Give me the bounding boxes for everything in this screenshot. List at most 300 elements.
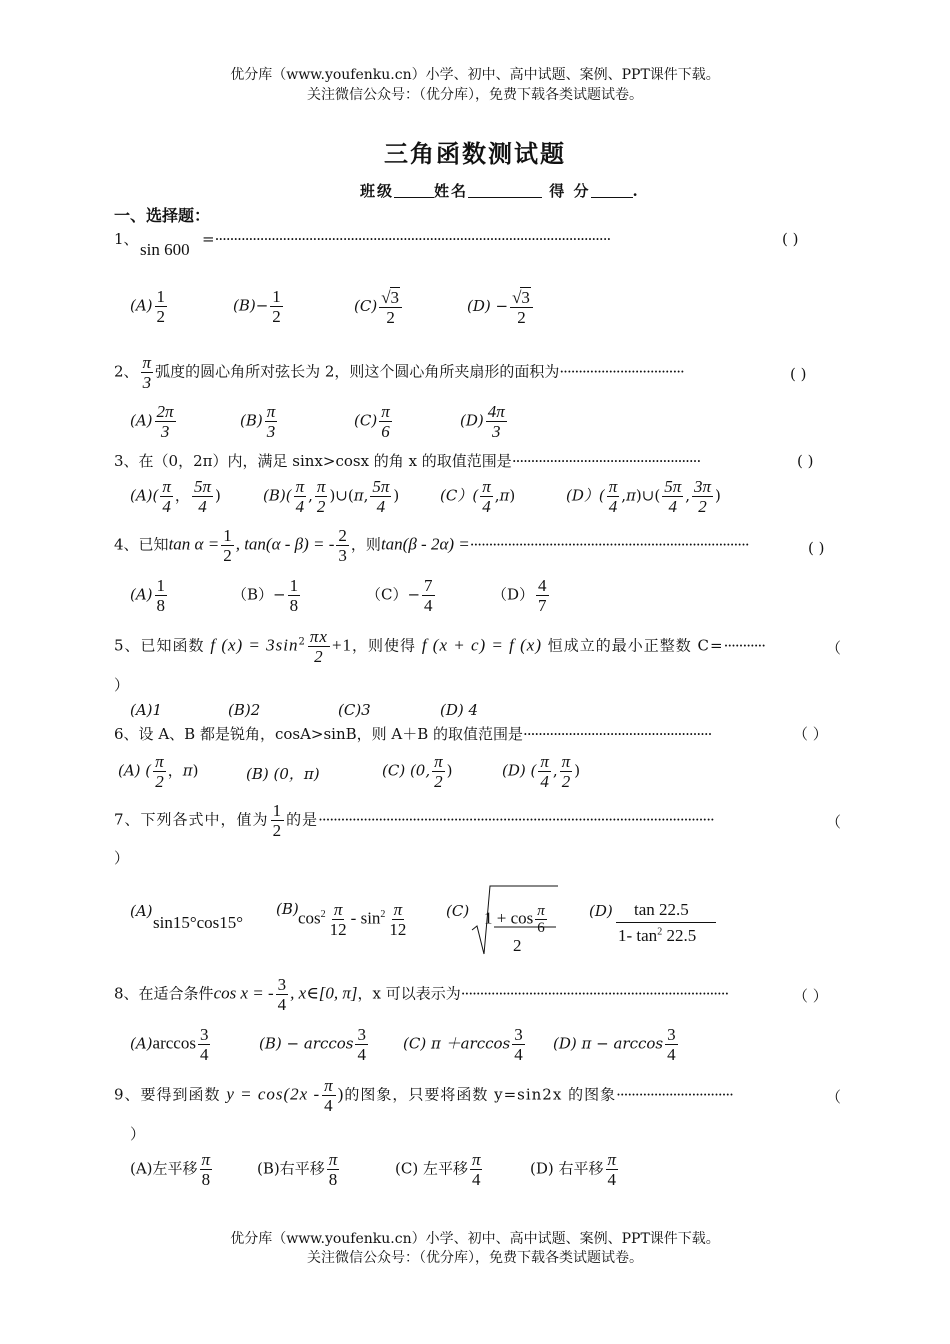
q6-c-frac xyxy=(432,752,445,791)
q4-a-label: (A) xyxy=(130,585,153,604)
score-label: 得 分 xyxy=(549,182,591,200)
q1-c-frac xyxy=(379,287,402,327)
q2-number: 2、 xyxy=(114,362,139,381)
q4-mid: , tan(α - β) = - xyxy=(235,534,335,554)
q1-option-a[interactable] xyxy=(130,287,169,326)
q3-answer-paren[interactable]: ( ) xyxy=(797,452,814,470)
q8-d-label: (D) π − arccos xyxy=(553,1034,664,1053)
q3-option-c[interactable]: (C）( $\frac{\pi}{4}$ ,π) xyxy=(440,477,516,516)
q3-d-f3 xyxy=(692,477,713,516)
q3-a-f1-den: 4 xyxy=(162,497,171,516)
q7-d-den xyxy=(618,926,696,946)
q3-a-label: (A)( xyxy=(130,486,159,505)
q9-fn: y = cos(2x - xyxy=(226,1084,321,1104)
q5-option-b[interactable]: (B)2 xyxy=(228,701,261,719)
q8-option-d[interactable] xyxy=(553,1025,680,1064)
q7-c-den: 2 xyxy=(513,936,522,955)
q7-b-f2-num: π xyxy=(393,900,403,919)
q3-option-a[interactable]: (A)( $\frac{\pi}{4}$ ， $\frac{5\pi}{4}$ ) xyxy=(130,477,221,516)
q3-b-pi: π xyxy=(353,486,364,505)
q5-frac-den: 2 xyxy=(314,647,324,666)
q9-d-label: (D) 右平移 xyxy=(530,1159,604,1178)
q7-b-sup2: 2 xyxy=(380,908,386,920)
q7-stem xyxy=(114,801,714,840)
q2-a-frac xyxy=(155,402,176,441)
q1-c-num: √3 xyxy=(379,287,402,308)
q2-c-den: 6 xyxy=(381,422,390,441)
q3-b-union: ∪ xyxy=(335,486,348,505)
q9-option-b[interactable] xyxy=(257,1150,341,1189)
q4-target: tan(β - 2α) = xyxy=(380,534,470,554)
q3-b-f1 xyxy=(294,477,307,516)
q1-c-label: (C) xyxy=(354,297,378,315)
q3-d-pi: π xyxy=(626,486,636,505)
q9-d-den: 4 xyxy=(607,1170,617,1189)
q7-c-inner-den: 6 xyxy=(537,920,545,936)
q3-text: 在（0，2π）内，满足 sinx>cosx 的角 x 的取值范围是 xyxy=(138,452,512,470)
q2-frac-num: π xyxy=(142,353,152,372)
q3-option-d[interactable]: (D）( $\frac{\pi}{4}$ ,π)∪( $\frac{5\pi}{4}$ , $\frac{3\pi}{2}$ ) xyxy=(566,477,721,516)
q4-frac1 xyxy=(221,526,234,565)
q6-d-f2-num: π xyxy=(561,752,571,771)
q7-d-fraction-bar xyxy=(616,922,716,923)
q5-number: 5、 xyxy=(114,636,141,655)
q7-c-num xyxy=(484,903,549,936)
q3-b-f2 xyxy=(315,477,328,516)
q9-tail: 的图象，只要将函数 y=sin2x 的图象 xyxy=(344,1085,617,1104)
q7-a-expr: sin15°cos15° xyxy=(153,913,244,932)
q8-c-label: (C) π ＋arccos xyxy=(403,1034,511,1053)
q4-then: ，则 xyxy=(350,535,381,554)
q9-b-den: 8 xyxy=(328,1170,338,1189)
q9-close-paren: ) xyxy=(337,1084,345,1104)
q7-b-f1-den: 12 xyxy=(329,920,347,939)
score-blank[interactable] xyxy=(591,183,633,198)
q5-fx: f (x) = 3sin xyxy=(210,635,299,655)
q9-b-label: (B)右平移 xyxy=(257,1159,325,1178)
q9-c-den: 4 xyxy=(471,1170,481,1189)
q6-text: 设 A、B 都是锐角，cosA>sinB，则 A＋B 的取值范围是 xyxy=(138,725,524,743)
q7-frac-den: 2 xyxy=(272,821,283,840)
q1-d-sqrt-arg: 3 xyxy=(521,288,530,307)
q8-frac-num: 3 xyxy=(277,975,287,994)
q5-stem xyxy=(114,627,765,666)
q6-a-pi: π xyxy=(182,761,193,780)
q3-b-f3-num: 5π xyxy=(372,477,390,496)
q8-cond: cos x = - xyxy=(213,983,274,1003)
q3-a-f2-num: 5π xyxy=(193,477,211,496)
q1-a-den: 2 xyxy=(156,307,166,326)
q9-a-frac xyxy=(200,1150,213,1189)
q1-option-d[interactable] xyxy=(467,287,535,327)
q7-answer-paren-open[interactable]: （ xyxy=(826,813,842,831)
q6-answer-paren[interactable]: （ ） xyxy=(793,725,828,743)
q1-b-den: 2 xyxy=(272,307,281,326)
q2-b-num: π xyxy=(266,402,276,421)
q2-d-frac xyxy=(486,402,507,441)
q4-answer-paren[interactable]: ( ) xyxy=(808,539,825,557)
q4-c-num: 7 xyxy=(424,576,433,595)
q6-option-a[interactable]: (A) ( $\frac{\pi}{2}$ ，π) xyxy=(118,752,199,791)
q2-option-a[interactable] xyxy=(130,402,178,441)
q4-tan: tan α = xyxy=(168,534,220,554)
q3-b-label: (B)( xyxy=(263,486,292,505)
q2-answer-paren[interactable]: ( ) xyxy=(790,365,807,383)
q7-c-label: (C) xyxy=(446,902,470,920)
q8-answer-paren[interactable]: （ ） xyxy=(793,987,828,1005)
q3-option-b[interactable]: (B)( $\frac{\pi}{4}$ , $\frac{\pi}{2}$ )∪(π, $\frac{5\pi}{4}$ ) xyxy=(263,477,400,516)
q7-frac-num: 1 xyxy=(272,801,283,820)
q7-d-num: tan 22.5 xyxy=(634,900,689,919)
q9-frac-den: 4 xyxy=(324,1096,334,1115)
q4-d-label: （D） xyxy=(492,585,535,604)
q6-a-frac xyxy=(153,752,166,791)
q4-a-den: 8 xyxy=(156,596,166,615)
q7-b-sup1: 2 xyxy=(320,908,326,920)
q2-c-label: (C) xyxy=(354,411,378,430)
q4-d-frac xyxy=(536,576,549,615)
q7-d-den-val: 22.5 xyxy=(666,926,697,945)
class-blank[interactable] xyxy=(394,183,434,198)
q9-a-label: (A)左平移 xyxy=(130,1159,198,1178)
q6-c-den: 2 xyxy=(434,772,443,791)
q3-c-label: (C）( xyxy=(440,486,479,505)
q1-option-c[interactable] xyxy=(354,287,404,327)
q9-a-num: π xyxy=(201,1150,211,1169)
q4-frac2-num: 2 xyxy=(338,526,347,545)
q8-tail: ，x 可以表示为 xyxy=(357,984,461,1003)
q7-option-d[interactable] xyxy=(589,902,613,920)
q3-a-f2-den: 4 xyxy=(198,497,207,516)
q5-option-c[interactable]: (C)3 xyxy=(338,701,371,719)
q7-number: 7、 xyxy=(114,810,141,829)
q3-b-f1-num: π xyxy=(295,477,305,496)
q4-c-den: 4 xyxy=(424,596,433,615)
q1-d-label: (D) − xyxy=(467,297,509,315)
q8-b-den: 4 xyxy=(357,1045,366,1064)
q1-b-frac xyxy=(270,287,283,326)
q5-tail: 恒成立的最小正整数 C= xyxy=(547,636,724,655)
q3-b-f2-den: 2 xyxy=(316,497,326,516)
q8-c-frac xyxy=(512,1025,525,1064)
q8-number: 8、 xyxy=(114,984,139,1003)
q2-b-label: (B) xyxy=(240,411,263,430)
q7-b-expr xyxy=(298,900,410,939)
q7-c-inner-frac xyxy=(535,903,547,936)
section-heading: 一、选择题： xyxy=(114,206,211,225)
q8-d-num: 3 xyxy=(667,1025,676,1044)
q2-option-b[interactable] xyxy=(240,402,279,441)
q7-a-label: (A) xyxy=(130,902,153,920)
q3-d-f1-den: 4 xyxy=(608,497,618,516)
q3-c-pi: π xyxy=(499,486,510,505)
q3-c-f1-num: π xyxy=(482,477,491,496)
q4-option-d[interactable] xyxy=(492,576,551,615)
q2-dots: ································· xyxy=(559,362,684,381)
q1-a-frac xyxy=(155,287,168,326)
q1-a-label: (A) xyxy=(130,296,153,315)
q6-c-num: π xyxy=(434,752,443,771)
q8-c-den: 4 xyxy=(514,1045,523,1064)
q2-c-num: π xyxy=(381,402,390,421)
q9-frac xyxy=(322,1076,336,1115)
q4-b-num: 1 xyxy=(289,576,299,595)
q4-b-label: （B）− xyxy=(232,585,286,604)
q3-d-f1 xyxy=(607,477,620,516)
q8-a-num: 3 xyxy=(199,1025,209,1044)
q1-d-num: √3 xyxy=(510,287,533,308)
q3-b-f3-den: 4 xyxy=(376,497,386,516)
q7-b-f1 xyxy=(328,900,349,939)
q9-option-a[interactable] xyxy=(130,1150,214,1189)
q8-frac xyxy=(276,975,289,1014)
q8-option-b[interactable] xyxy=(259,1025,370,1064)
q6-d-f1-num: π xyxy=(540,752,549,771)
q9-d-frac xyxy=(606,1150,619,1189)
q5-sq: 2 xyxy=(298,636,306,648)
name-label: 姓名 xyxy=(434,182,469,200)
q5-answer-paren-close[interactable]: ） xyxy=(114,676,130,694)
q6-number: 6、 xyxy=(114,725,139,743)
q7-b-f1-num: π xyxy=(333,900,343,919)
q2-frac-den: 3 xyxy=(142,373,152,392)
q3-d-f2-num: 5π xyxy=(664,477,682,496)
footer-line-2: 关注微信公众号：（优分库），免费下载各类试题试卷。 xyxy=(307,1250,643,1266)
q4-dots: ·········································································· xyxy=(469,535,749,554)
q6-option-b[interactable]: (B) (0，π) xyxy=(246,765,320,783)
q9-option-d[interactable] xyxy=(530,1150,620,1189)
q6-dots: ·················································· xyxy=(523,725,712,743)
q4-c-frac xyxy=(422,576,435,615)
q7-tail: 的是 xyxy=(286,810,319,829)
q4-b-frac xyxy=(288,576,301,615)
q9-option-c[interactable] xyxy=(395,1150,484,1189)
q8-b-num: 3 xyxy=(357,1025,366,1044)
q8-a-den: 4 xyxy=(199,1045,209,1064)
q6-stem xyxy=(114,724,711,744)
q6-d-label: (D) ( xyxy=(502,761,537,780)
q2-a-label: (A) xyxy=(130,411,153,430)
q4-frac2 xyxy=(336,526,349,565)
q9-a-den: 8 xyxy=(201,1170,211,1189)
q7-b-f2-den: 12 xyxy=(389,920,407,939)
q3-d-label: (D）( xyxy=(566,486,605,505)
q8-c-num: 3 xyxy=(514,1025,523,1044)
q3-a-f1-num: π xyxy=(162,477,171,496)
q7-frac xyxy=(271,801,285,840)
name-blank[interactable] xyxy=(468,183,542,198)
q9-answer-paren-open[interactable]: （ xyxy=(826,1088,842,1106)
q4-c-label: （C）− xyxy=(366,585,421,604)
q8-range: , x∈[0, π] xyxy=(290,983,358,1003)
q1-b-label: (B)− xyxy=(233,296,269,315)
q4-frac1-den: 2 xyxy=(223,546,232,565)
q1-dots: ········································································································· xyxy=(214,230,611,248)
info-end: . xyxy=(632,182,640,200)
q3-a-f2 xyxy=(192,477,213,516)
q7-b-label: (B) xyxy=(276,900,299,918)
q2-a-den: 3 xyxy=(160,422,170,441)
q1-expr: sin 600 xyxy=(140,240,190,259)
q2-d-num: 4π xyxy=(487,402,505,421)
q9-c-num: π xyxy=(471,1150,481,1169)
footer-line-1: 优分库（www.youfenku.cn）小学、初中、高中试题、案例、PPT课件下载。 xyxy=(230,1231,720,1247)
q6-a-den: 2 xyxy=(155,772,164,791)
q2-d-den: 3 xyxy=(492,422,501,441)
q4-frac1-num: 1 xyxy=(223,526,232,545)
q7-d-den-tan: 1- tan xyxy=(618,926,658,945)
q5-then: ，则使得 xyxy=(352,636,417,655)
q5-answer-paren-open[interactable]: （ xyxy=(826,639,842,657)
q8-option-c[interactable] xyxy=(403,1025,527,1064)
q7-dots: ········································································································· xyxy=(318,810,714,829)
q8-b-label: (B) − arccos xyxy=(259,1034,354,1053)
q7-b-f2 xyxy=(387,900,408,939)
q6-option-c[interactable]: (C) (0, $\frac{\pi}{2}$ ) xyxy=(382,752,453,791)
q6-d-f2-den: 2 xyxy=(561,772,571,791)
q3-d-f2 xyxy=(662,477,683,516)
q2-d-label: (D) xyxy=(460,411,484,430)
header-line-2: 关注微信公众号：（优分库），免费下载各类试题试卷。 xyxy=(307,87,643,103)
q8-a-label: (A) xyxy=(130,1034,153,1053)
q7-option-a[interactable] xyxy=(130,902,153,920)
q6-d-f1-den: 4 xyxy=(540,772,549,791)
q6-a-num: π xyxy=(155,752,164,771)
q7-answer-paren-close[interactable]: ） xyxy=(114,849,130,867)
q1-d-den: 2 xyxy=(517,308,526,327)
q9-stem xyxy=(114,1076,733,1115)
q2-text: 弧度的圆心角所对弦长为 2，则这个圆心角所夹扇形的面积为 xyxy=(155,362,560,381)
q8-a-frac xyxy=(198,1025,211,1064)
q9-b-frac xyxy=(327,1150,340,1189)
page-title: 三角函数测试题 xyxy=(384,139,566,168)
q1-d-frac xyxy=(510,287,533,327)
q6-c-label: (C) (0, xyxy=(382,761,431,780)
q2-option-d[interactable] xyxy=(460,402,509,441)
q4-lead: 已知 xyxy=(138,535,169,554)
q9-d-num: π xyxy=(607,1150,617,1169)
q8-lead: 在适合条件 xyxy=(138,984,214,1003)
q3-d-f2-den: 4 xyxy=(668,497,677,516)
q7-c-num-text: 1 + cos xyxy=(484,908,534,928)
q3-c-f1-den: 4 xyxy=(482,497,491,516)
q8-dots: ······································································· xyxy=(460,984,729,1003)
q7-option-b[interactable] xyxy=(276,900,299,918)
header-line-1: 优分库（www.youfenku.cn）小学、初中、高中试题、案例、PPT课件下载。 xyxy=(230,67,720,83)
q7-d-den-sup: 2 xyxy=(657,926,663,938)
q1-b-num: 1 xyxy=(272,287,281,306)
q9-c-label: (C) 左平移 xyxy=(395,1159,468,1178)
q3-d-f3-num: 3π xyxy=(694,477,712,496)
class-label: 班级 xyxy=(360,182,395,200)
q9-c-frac xyxy=(470,1150,483,1189)
q7-b-sin: - sin xyxy=(350,908,381,928)
q2-a-num: 2π xyxy=(156,402,174,421)
q2-c-frac xyxy=(379,402,392,441)
q7-c-inner-num: π xyxy=(537,903,545,919)
q6-a-label: (A) ( xyxy=(118,761,152,780)
q5-eq: f (x + c) = f (x) xyxy=(421,635,542,655)
q3-b-f2-num: π xyxy=(316,477,326,496)
q2-frac xyxy=(141,353,154,392)
q3-c-f1 xyxy=(480,477,493,516)
q8-frac-den: 4 xyxy=(277,995,287,1014)
q5-frac-num: πx xyxy=(309,627,328,646)
student-info xyxy=(360,180,640,201)
q4-frac2-den: 3 xyxy=(338,546,347,565)
q4-number: 4、 xyxy=(114,535,139,554)
q2-stem xyxy=(114,353,684,392)
q4-b-den: 8 xyxy=(289,596,299,615)
q2-b-den: 3 xyxy=(266,422,276,441)
q4-stem xyxy=(114,526,749,565)
q6-d-f1 xyxy=(538,752,551,791)
q8-d-frac xyxy=(665,1025,678,1064)
q9-lead: 要得到函数 xyxy=(140,1085,221,1104)
q8-a-expr: arccos xyxy=(152,1033,196,1053)
q3-a-f1 xyxy=(160,477,173,516)
q8-b-frac xyxy=(355,1025,368,1064)
q3-d-union: ∪ xyxy=(641,486,655,505)
q5-option-a[interactable]: (A)1 xyxy=(130,701,163,719)
q7-lead: 下列各式中，值为 xyxy=(140,810,269,829)
q1-option-b[interactable] xyxy=(233,287,285,326)
q4-option-c[interactable] xyxy=(366,576,437,615)
q4-a-num: 1 xyxy=(156,576,166,595)
q1-c-sqrt-arg: 3 xyxy=(390,288,400,307)
q8-stem xyxy=(114,975,728,1014)
q3-number: 3、 xyxy=(114,452,139,470)
q3-d-f1-num: π xyxy=(608,477,618,496)
q7-d-label: (D) xyxy=(589,902,613,920)
q1-answer-paren[interactable]: ( ) xyxy=(782,230,799,248)
q3-stem xyxy=(114,451,700,471)
q7-b-cos: cos xyxy=(298,908,321,928)
q4-a-frac xyxy=(155,576,168,615)
q3-dots: ·················································· xyxy=(511,452,701,470)
q9-frac-num: π xyxy=(324,1076,334,1095)
q4-option-a[interactable] xyxy=(130,576,169,615)
q5-lead: 已知函数 xyxy=(140,636,205,655)
q5-option-d[interactable]: (D) 4 xyxy=(440,701,479,719)
q4-d-den: 7 xyxy=(538,596,547,615)
q1-eq xyxy=(202,229,610,249)
q5-plus: +1 xyxy=(331,635,353,655)
q8-option-a[interactable] xyxy=(130,1025,212,1064)
q9-number: 9、 xyxy=(114,1085,141,1104)
q1-a-num: 1 xyxy=(156,287,166,306)
q5-frac xyxy=(308,627,330,666)
q6-option-d[interactable]: (D) ( $\frac{\pi}{4}$ , $\frac{\pi}{2}$ ) xyxy=(502,752,581,791)
q1-eq-sign: = xyxy=(202,230,215,248)
q7-option-c[interactable] xyxy=(446,902,469,920)
q6-d-f2 xyxy=(560,752,573,791)
q3-b-f1-den: 4 xyxy=(295,497,305,516)
q1-c-den: 2 xyxy=(386,308,395,327)
q9-dots: ······························· xyxy=(616,1085,733,1104)
q2-option-c[interactable] xyxy=(354,402,394,441)
q5-dots: ··········· xyxy=(723,636,766,655)
q1-number: 1、 xyxy=(114,230,139,248)
q2-b-frac xyxy=(265,402,278,441)
q4-option-b[interactable] xyxy=(232,576,302,615)
q4-d-num: 4 xyxy=(538,576,547,595)
q3-d-f3-den: 2 xyxy=(698,497,707,516)
q8-d-den: 4 xyxy=(667,1045,676,1064)
q9-b-num: π xyxy=(328,1150,338,1169)
q3-b-f3 xyxy=(370,477,391,516)
q9-answer-paren-close[interactable]: ） xyxy=(130,1125,146,1143)
